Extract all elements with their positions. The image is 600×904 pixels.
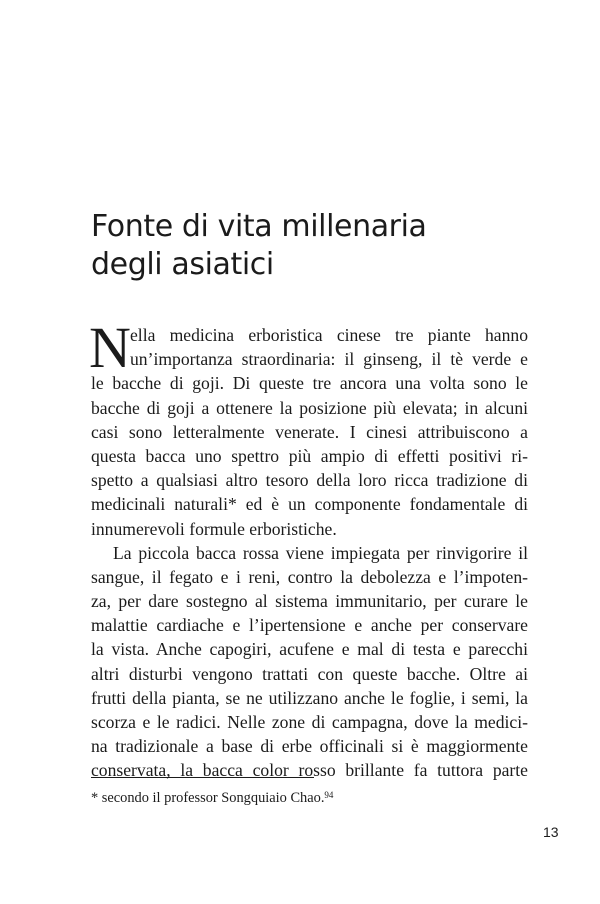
text-line: questa bacca uno spettro più ampio di effetti positivi ri- [91,445,528,466]
text-line: bacche di goji a ottenere la posizione più elevata; in alcuni [91,397,528,418]
footnote-rule [91,777,314,778]
text-line: La piccola bacca rossa viene impiegata per rinvigorire il [113,542,528,563]
paragraph-2 [91,541,528,783]
text-line: le bacche di goji. Di queste tre ancora una volta sono le [91,373,528,394]
text-line: medicinali naturali* ed è un componente fondamentale di [91,494,528,515]
text-line: za, per dare sostegno al sistema immunitario, per curare le [91,591,528,612]
chapter-title-line: Fonte di vita millenaria [91,209,427,244]
footnote-text: * secondo il professor Songquiaio Chao. [91,790,325,806]
body-text [89,315,528,783]
text-line: la vista. Anche capogiri, acufene e mal di testa e parecchi [91,639,528,660]
chapter-title-line: degli asiatici [91,247,274,282]
text-line: na tradizionale a base di erbe officinali si è maggiormente [91,736,528,757]
text-line: innumerevoli formule erboristiche. [91,518,337,539]
text-line: frutti della pianta, se ne utilizzano anche le foglie, i semi, la [91,687,528,708]
text-line: malattie cardiache e l’ipertensione e anche per conservare [91,615,528,636]
paragraph-1 [91,323,528,541]
text-line: ella medicina erboristica cinese tre piante hanno [130,325,528,345]
drop-cap: N [89,315,131,380]
text-line: sangue, il fegato e i reni, contro la debolezza e l’impoten- [91,566,528,587]
text-line: scorza e le radici. Nelle zone di campagna, dove la medici- [91,712,528,732]
text-line: altri disturbi vengono trattati con queste bacche. Oltre ai [91,663,528,684]
text-line: casi sono letteralmente venerate. I cinesi attribuiscono a [91,421,528,442]
page-number: 13 [543,824,559,840]
chapter-title [91,208,531,284]
text-line: un’importanza straordinaria: il ginseng, il tè verde e [130,349,528,370]
text-line: spetto a qualsiasi altro tesoro della loro ricca tradizione di [91,470,528,491]
footnote-reference: 94 [324,790,334,800]
footnote [91,789,333,807]
text-line: conservata, la bacca color rosso brillante fa tuttora parte [91,760,528,781]
